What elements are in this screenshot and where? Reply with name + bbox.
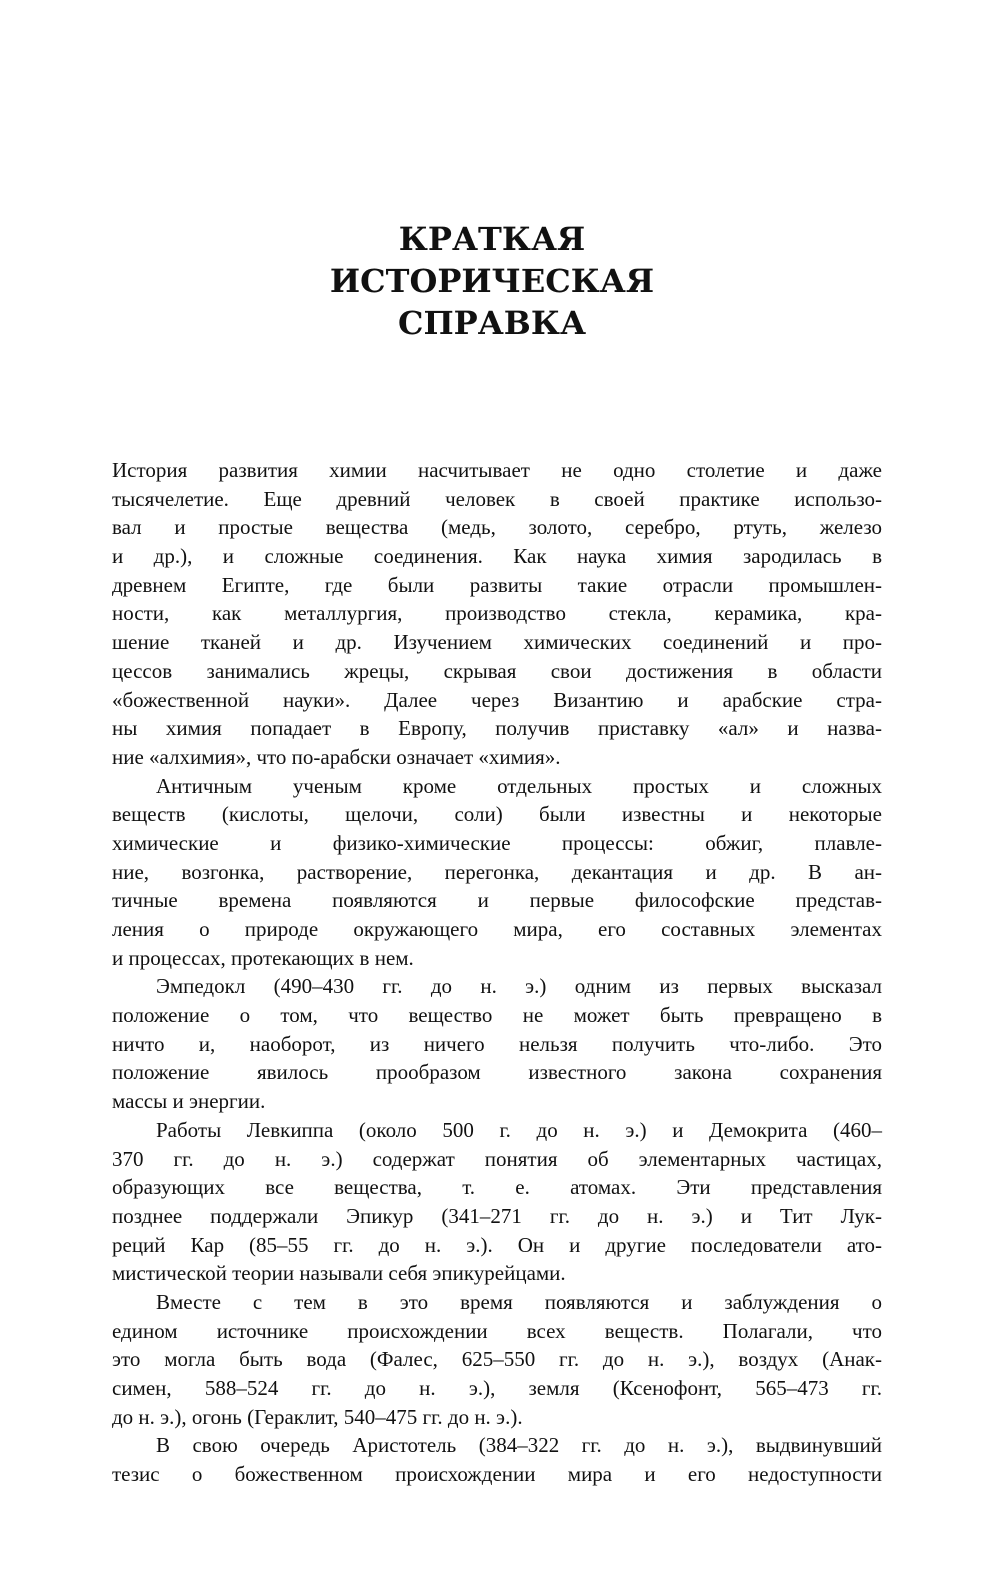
chapter-title-line: ИСТОРИЧЕСКАЯ <box>329 262 655 300</box>
body-text <box>112 456 882 1489</box>
text-line: Эмпедокл (490–430 гг. до н. э.) одним из первых высказал <box>156 974 882 999</box>
chapter-title-line: КРАТКАЯ <box>398 220 586 258</box>
chapter-title-line: СПРАВКА <box>397 304 587 342</box>
text-line: едином источнике происхождении всех веществ. Полагали, что <box>112 1318 882 1343</box>
text-line: древнем Египте, где были развиты такие отрасли промышлен- <box>112 572 882 597</box>
text-line: это могла быть вода (Фалес, 625–550 гг. до н. э.), воздух (Анак- <box>112 1347 882 1372</box>
text-line: образующих все вещества, т. е. атомах. Эти представления <box>112 1175 882 1200</box>
text-line: ние «алхимия», что по-арабски означает «химия». <box>112 744 561 769</box>
text-line: тысячелетие. Еще древний человек в своей практике использо- <box>112 486 882 511</box>
text-line: и процессах, протекающих в нем. <box>112 945 414 970</box>
text-line: положение явилось прообразом известного закона сохранения <box>112 1060 882 1085</box>
text-line: веществ (кислоты, щелочи, соли) были известны и некоторые <box>112 802 882 827</box>
text-line: тезис о божественном происхождении мира и его недоступности <box>112 1462 882 1487</box>
text-line: симен, 588–524 гг. до н. э.), земля (Ксенофонт, 565–473 гг. <box>112 1376 882 1400</box>
text-line: вал и простые вещества (медь, золото, серебро, ртуть, железо <box>112 515 882 540</box>
paragraph-1 <box>112 456 882 772</box>
text-line: позднее поддержали Эпикур (341–271 гг. до н. э.) и Тит Лук- <box>112 1203 882 1228</box>
text-line: ны химия попадает в Европу, получив приставку «ал» и назва- <box>112 716 882 741</box>
text-line: химические и физико-химические процессы: обжиг, плавле- <box>112 830 882 855</box>
text-line: В свою очередь Аристотель (384–322 гг. до н. э.), выдвинувший <box>156 1433 882 1458</box>
text-line: Вместе с тем в это время появляются и заблуждения о <box>156 1289 882 1314</box>
text-line: История развития химии насчитывает не одно столетие и даже <box>112 458 882 482</box>
text-line: шение тканей и др. Изучением химических соединений и про- <box>112 630 882 655</box>
text-line: ления о природе окружающего мира, его составных элементах <box>112 917 882 941</box>
text-line: цессов занимались жрецы, скрывая свои достижения в области <box>112 658 882 683</box>
text-line: Работы Левкиппа (около 500 г. до н. э.) и Демокрита (460– <box>156 1117 882 1142</box>
text-line: ничто и, наоборот, из ничего нельзя получить что-либо. Это <box>112 1031 882 1056</box>
text-line: мистической теории называли себя эпикурейцами. <box>112 1261 566 1286</box>
text-line: до н. э.), огонь (Гераклит, 540–475 гг. до н. э.). <box>112 1404 523 1429</box>
chapter-title <box>112 218 872 344</box>
text-line: реций Кар (85–55 гг. до н. э.). Он и другие последователи ато- <box>112 1232 882 1257</box>
text-line: Античным ученым кроме отдельных простых и сложных <box>156 773 882 798</box>
paragraph-5 <box>112 1288 882 1431</box>
text-line: «божественной науки». Далее через Византию и арабские стра- <box>112 687 882 712</box>
paragraph-4 <box>112 1116 882 1288</box>
paragraph-6 <box>112 1431 882 1488</box>
text-line: и др.), и сложные соединения. Как наука химия зародилась в <box>112 544 882 569</box>
text-line: 370 гг. до н. э.) содержат понятия об элементарных частицах, <box>112 1146 882 1171</box>
text-line: массы и энергии. <box>112 1089 266 1114</box>
text-line: ние, возгонка, растворение, перегонка, декантация и др. В ан- <box>112 859 882 884</box>
paragraph-3 <box>112 972 882 1115</box>
text-line: положение о том, что вещество не может быть превращено в <box>112 1003 882 1028</box>
paragraph-2 <box>112 772 882 973</box>
text-line: ности, как металлургия, производство стекла, керамика, кра- <box>112 601 882 626</box>
text-line: тичные времена появляются и первые философские представ- <box>112 888 882 913</box>
